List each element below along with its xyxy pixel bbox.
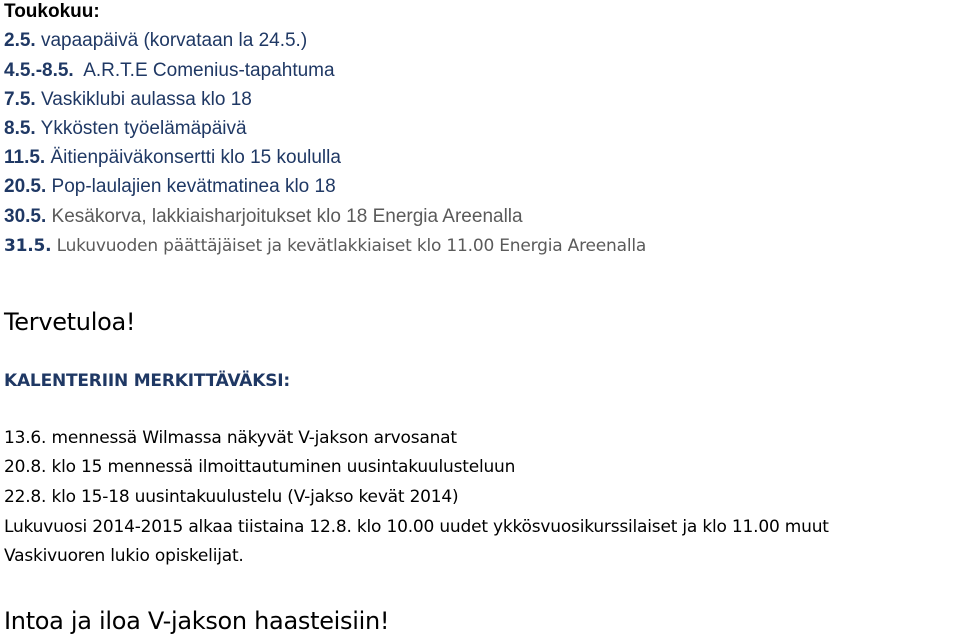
event-date: 30.5.: [4, 206, 47, 227]
event-text: Kesäkorva, lakkiaisharjoitukset klo 18 Energia Areenalla: [51, 206, 523, 227]
event-date: 2.5.: [4, 30, 36, 51]
event-text: vapaapäivä (korvataan la 24.5.): [40, 30, 308, 51]
calendar-heading: KALENTERIIN MERKITTÄVÄKSI:: [4, 371, 290, 391]
event-date: 8.5.: [4, 118, 36, 139]
event-line: [4, 31, 307, 50]
event-line: [4, 61, 335, 80]
event-line: [4, 119, 247, 138]
welcome-text: Tervetuloa!: [4, 308, 136, 336]
calendar-note: Lukuvuosi 2014-2015 alkaa tiistaina 12.8. klo 10.00 uudet ykkösvuosikurssilaiset ja klo 11.00 muut: [4, 517, 829, 537]
event-text: Pop-laulajien kevätmatinea klo 18: [51, 176, 336, 197]
closing-text: Intoa ja iloa V-jakson haasteisiin!: [4, 607, 390, 635]
event-date: 11.5.: [4, 147, 46, 168]
event-date: 20.5.: [4, 176, 47, 197]
event-line: [4, 177, 336, 196]
calendar-item: 22.8. klo 15-18 uusintakuulustelu (V-jakso kevät 2014): [4, 487, 459, 507]
event-line: [4, 207, 523, 226]
calendar-note: Vaskivuoren lukio opiskelijat.: [4, 546, 244, 566]
event-text: Äitienpäiväkonsertti klo 15 koululla: [50, 147, 341, 168]
event-date: 31.5.: [4, 236, 52, 256]
event-date: 4.5.-8.5.: [4, 60, 74, 81]
event-text: A.R.T.E Comenius-tapahtuma: [83, 60, 335, 81]
month-heading: Toukokuu:: [4, 1, 100, 22]
event-text: Vaskiklubi aulassa klo 18: [40, 89, 252, 110]
calendar-item: 13.6. mennessä Wilmassa näkyvät V-jakson arvosanat: [4, 428, 457, 448]
event-date: 7.5.: [4, 89, 36, 110]
event-line: [4, 238, 646, 255]
event-line: [4, 90, 252, 109]
event-text: Lukuvuoden päättäjäiset ja kevätlakkiaiset klo 11.00 Energia Areenalla: [56, 236, 647, 256]
event-text: Ykkösten työelämäpäivä: [40, 118, 247, 139]
event-line: [4, 148, 341, 167]
calendar-item: 20.8. klo 15 mennessä ilmoittautuminen uusintakuulusteluun: [4, 457, 516, 477]
